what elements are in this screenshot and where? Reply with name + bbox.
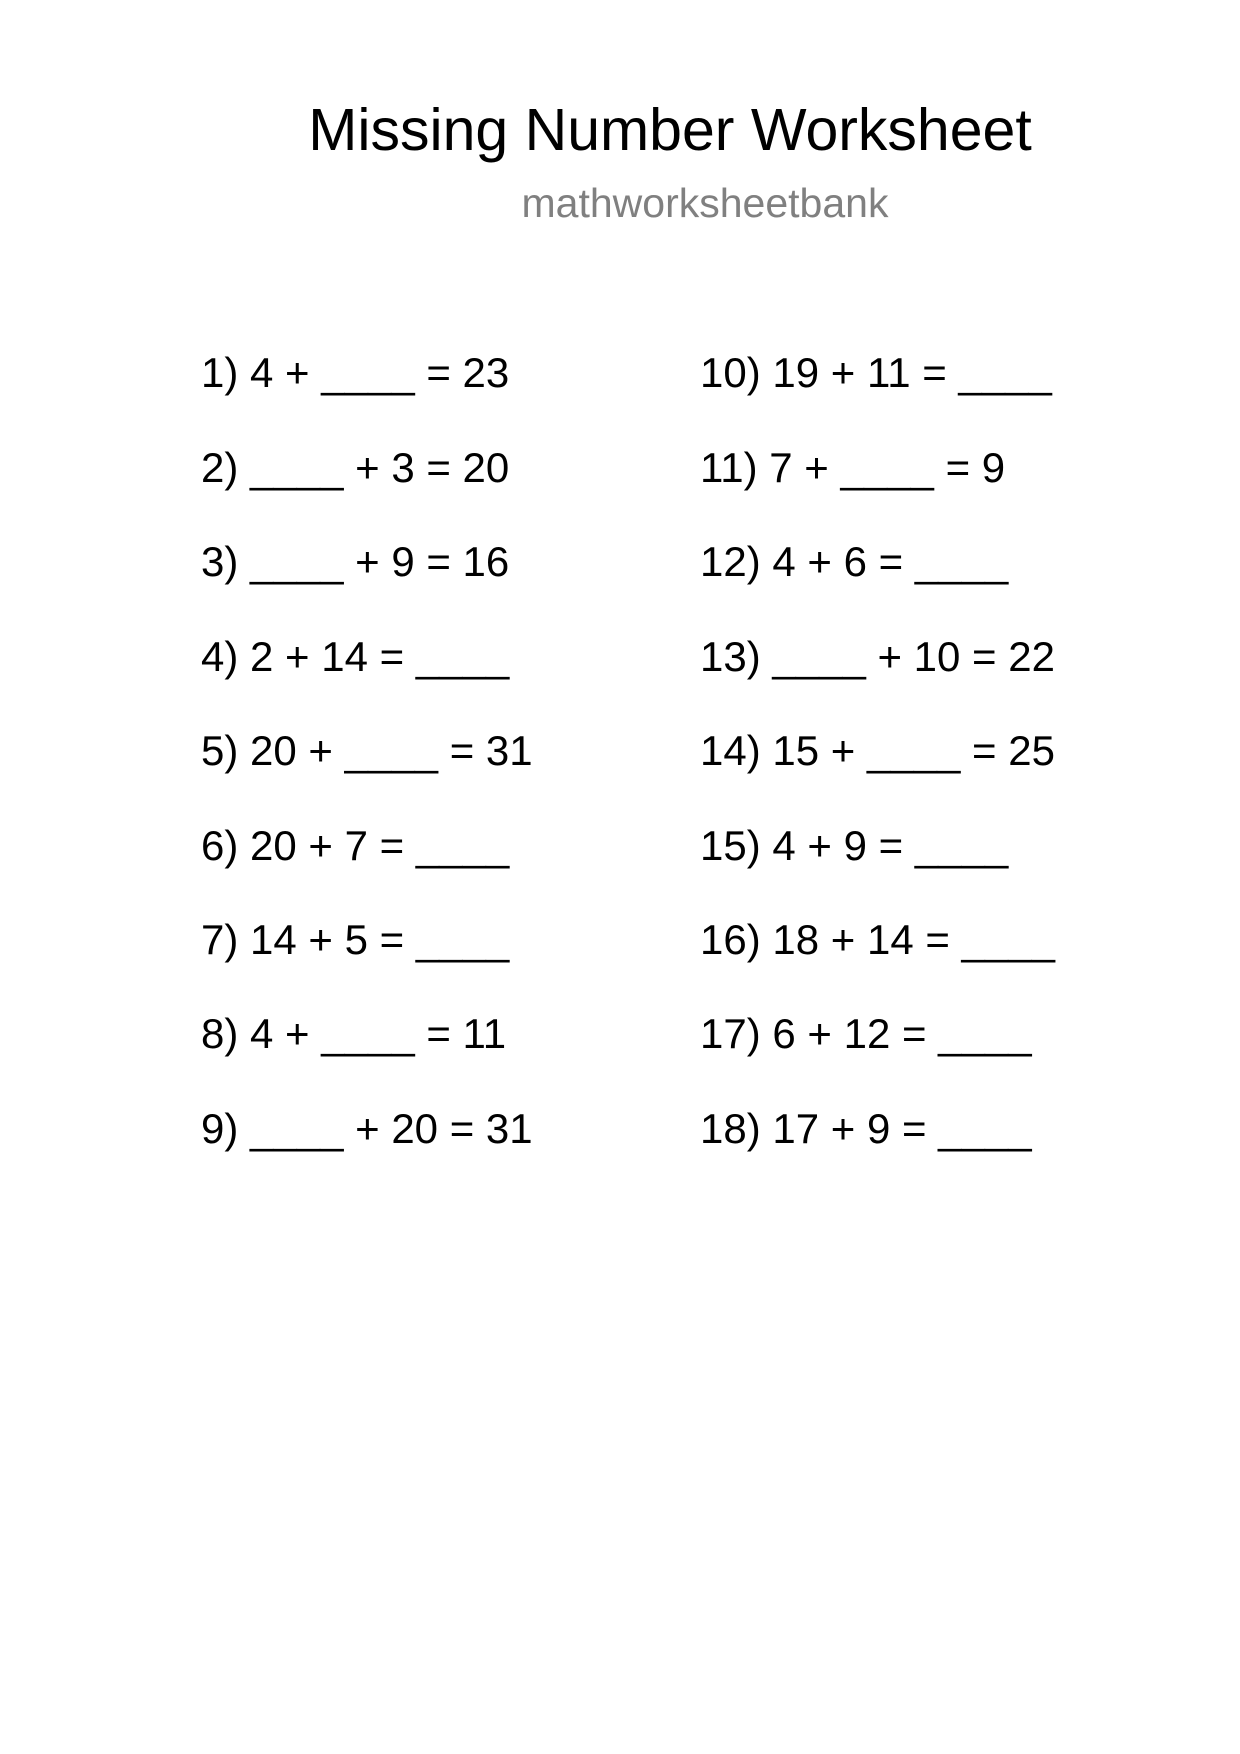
problem-14: 14) 15 + ____ = 25 <box>700 727 1055 774</box>
problem-12: 12) 4 + 6 = ____ <box>700 538 1009 585</box>
problem-4: 4) 2 + 14 = ____ <box>201 633 510 680</box>
problem-1: 1) 4 + ____ = 23 <box>201 349 510 396</box>
problem-3: 3) ____ + 9 = 16 <box>201 538 510 585</box>
problem-10: 10) 19 + 11 = ____ <box>700 349 1052 396</box>
problem-18: 18) 17 + 9 = ____ <box>700 1105 1032 1152</box>
problem-16: 16) 18 + 14 = ____ <box>700 916 1055 963</box>
problem-7: 7) 14 + 5 = ____ <box>201 916 510 963</box>
problem-6: 6) 20 + 7 = ____ <box>201 822 510 869</box>
problem-15: 15) 4 + 9 = ____ <box>700 822 1009 869</box>
problem-13: 13) ____ + 10 = 22 <box>700 633 1055 680</box>
worksheet-source: mathworksheetbank <box>521 180 889 226</box>
problem-2: 2) ____ + 3 = 20 <box>201 444 510 491</box>
problem-11: 11) 7 + ____ = 9 <box>700 444 1006 491</box>
problem-9: 9) ____ + 20 = 31 <box>201 1105 533 1152</box>
worksheet-title: Missing Number Worksheet <box>308 97 1032 163</box>
problem-8: 8) 4 + ____ = 11 <box>201 1010 507 1057</box>
problem-17: 17) 6 + 12 = ____ <box>700 1010 1032 1057</box>
problem-5: 5) 20 + ____ = 31 <box>201 727 533 774</box>
